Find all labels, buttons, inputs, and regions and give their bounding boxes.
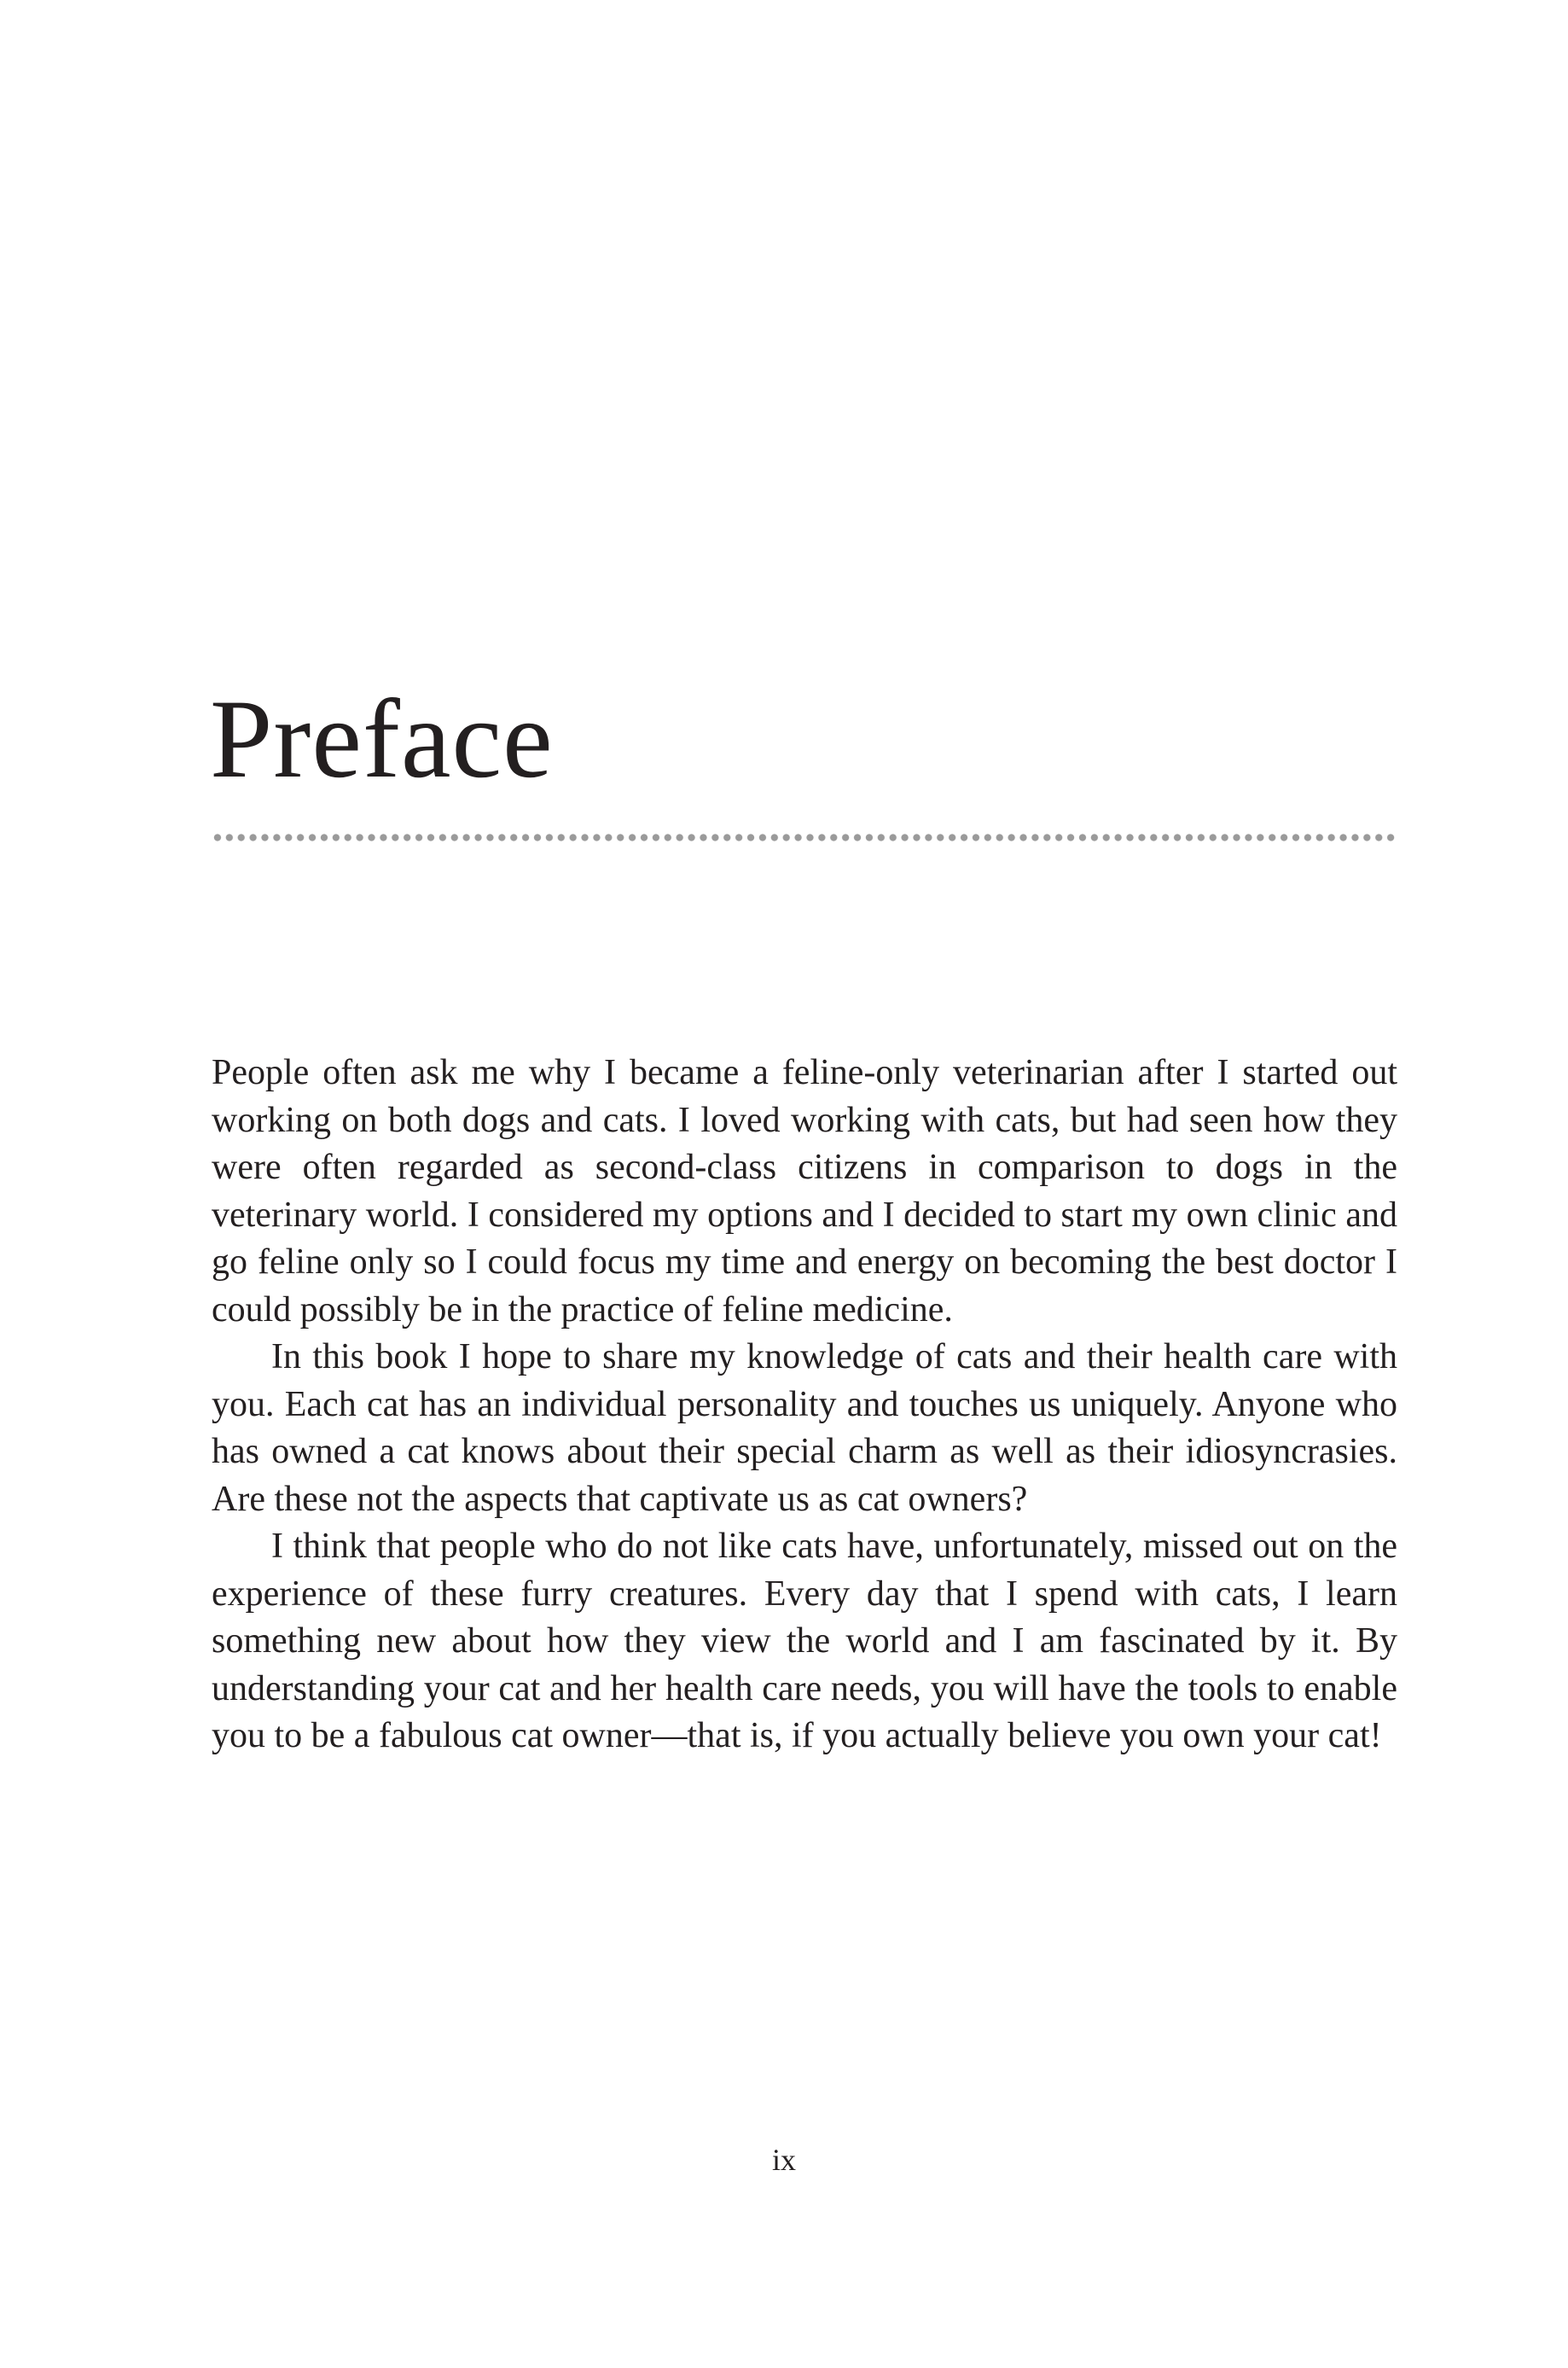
preface-body (212, 1050, 1397, 1760)
dotted-title-rule (212, 833, 1397, 842)
page-number: ix (771, 2143, 796, 2177)
paragraph: People often ask me why I became a feline-only veterinarian after I started out working on both dogs and cats. I loved working with cats, but had seen how they were often regarded as second-class citizens in comparison to dogs in the veterinary world. I considered my options and I decided to start my own clinic and go feline only so I could focus my time and energy on becoming the best doctor I could possibly be in the practice of feline medicine. (212, 1053, 1397, 1329)
paragraph: I think that people who do not like cats have, unfortunately, missed out on the experience of these furry creatures. Every day that I spend with cats, I learn something new about how they view the world and I am fascinated by it. By understanding your cat and her health care needs, you will have the tools to enable you to be a fabulous cat owner—that is, if you actually believe you own your cat! (212, 1527, 1397, 1755)
chapter-title: Preface (210, 676, 554, 801)
paragraph: In this book I hope to share my knowledge of cats and their health care with you. Each cat has an individual personality and touches us uniquely. Anyone who has owned a cat knows about their special charm as well as their idiosyncrasies. Are these not the aspects that captivate us as cat owners? (212, 1337, 1397, 1519)
